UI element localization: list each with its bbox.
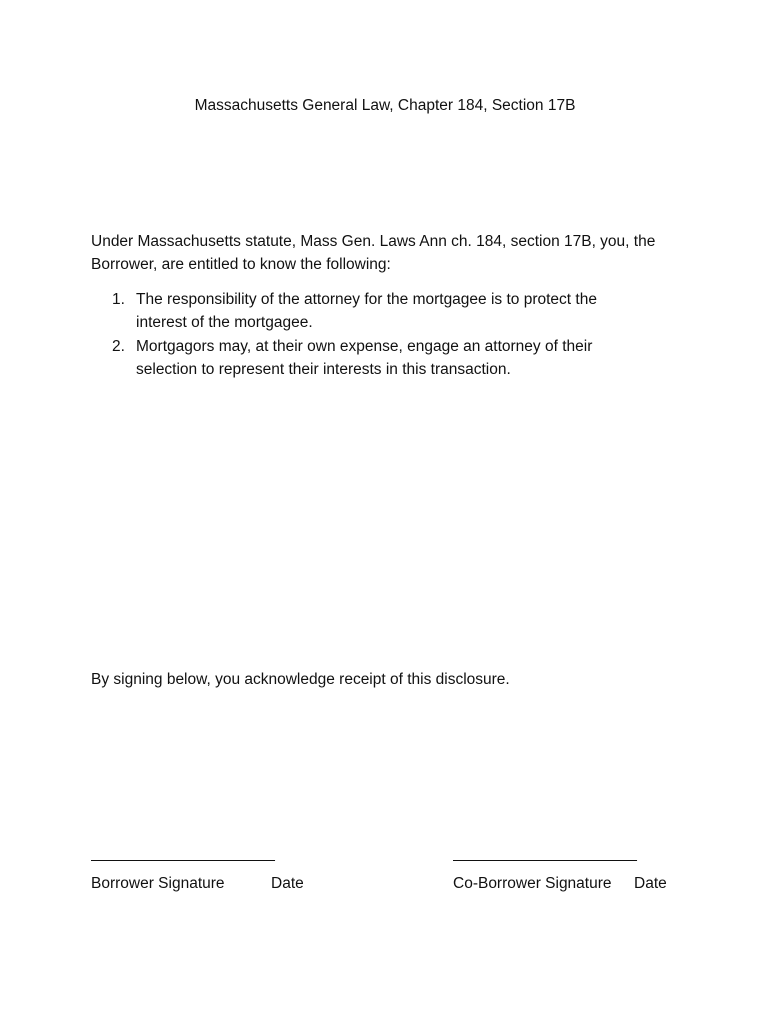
borrower-signature-label: Borrower Signature [91, 875, 225, 892]
list-item-number: 1. [112, 291, 125, 308]
borrower-signature-line: ________________________ [91, 845, 274, 862]
list-item-number: 2. [112, 338, 125, 355]
coborrower-date-label: Date [634, 875, 667, 892]
list-item [91, 288, 651, 334]
acknowledgment-text: By signing below, you acknowledge receipt of this disclosure. [91, 671, 510, 688]
disclosure-list [91, 288, 651, 382]
borrower-date-label: Date [271, 875, 304, 892]
coborrower-signature-line: ________________________ [453, 845, 636, 862]
intro-paragraph: Under Massachusetts statute, Mass Gen. Laws Ann ch. 184, section 17B, you, the Borrower, are entitled to know the following: [91, 233, 656, 273]
document-title: Massachusetts General Law, Chapter 184, Section 17B [194, 97, 576, 114]
list-item [91, 335, 651, 381]
coborrower-signature-label: Co-Borrower Signature [453, 875, 612, 892]
list-item-text: Mortgagors may, at their own expense, engage an attorney of their selection to represent their interests in this transaction. [136, 338, 593, 378]
list-item-text: The responsibility of the attorney for the mortgagee is to protect the interest of the mortgagee. [136, 291, 597, 331]
